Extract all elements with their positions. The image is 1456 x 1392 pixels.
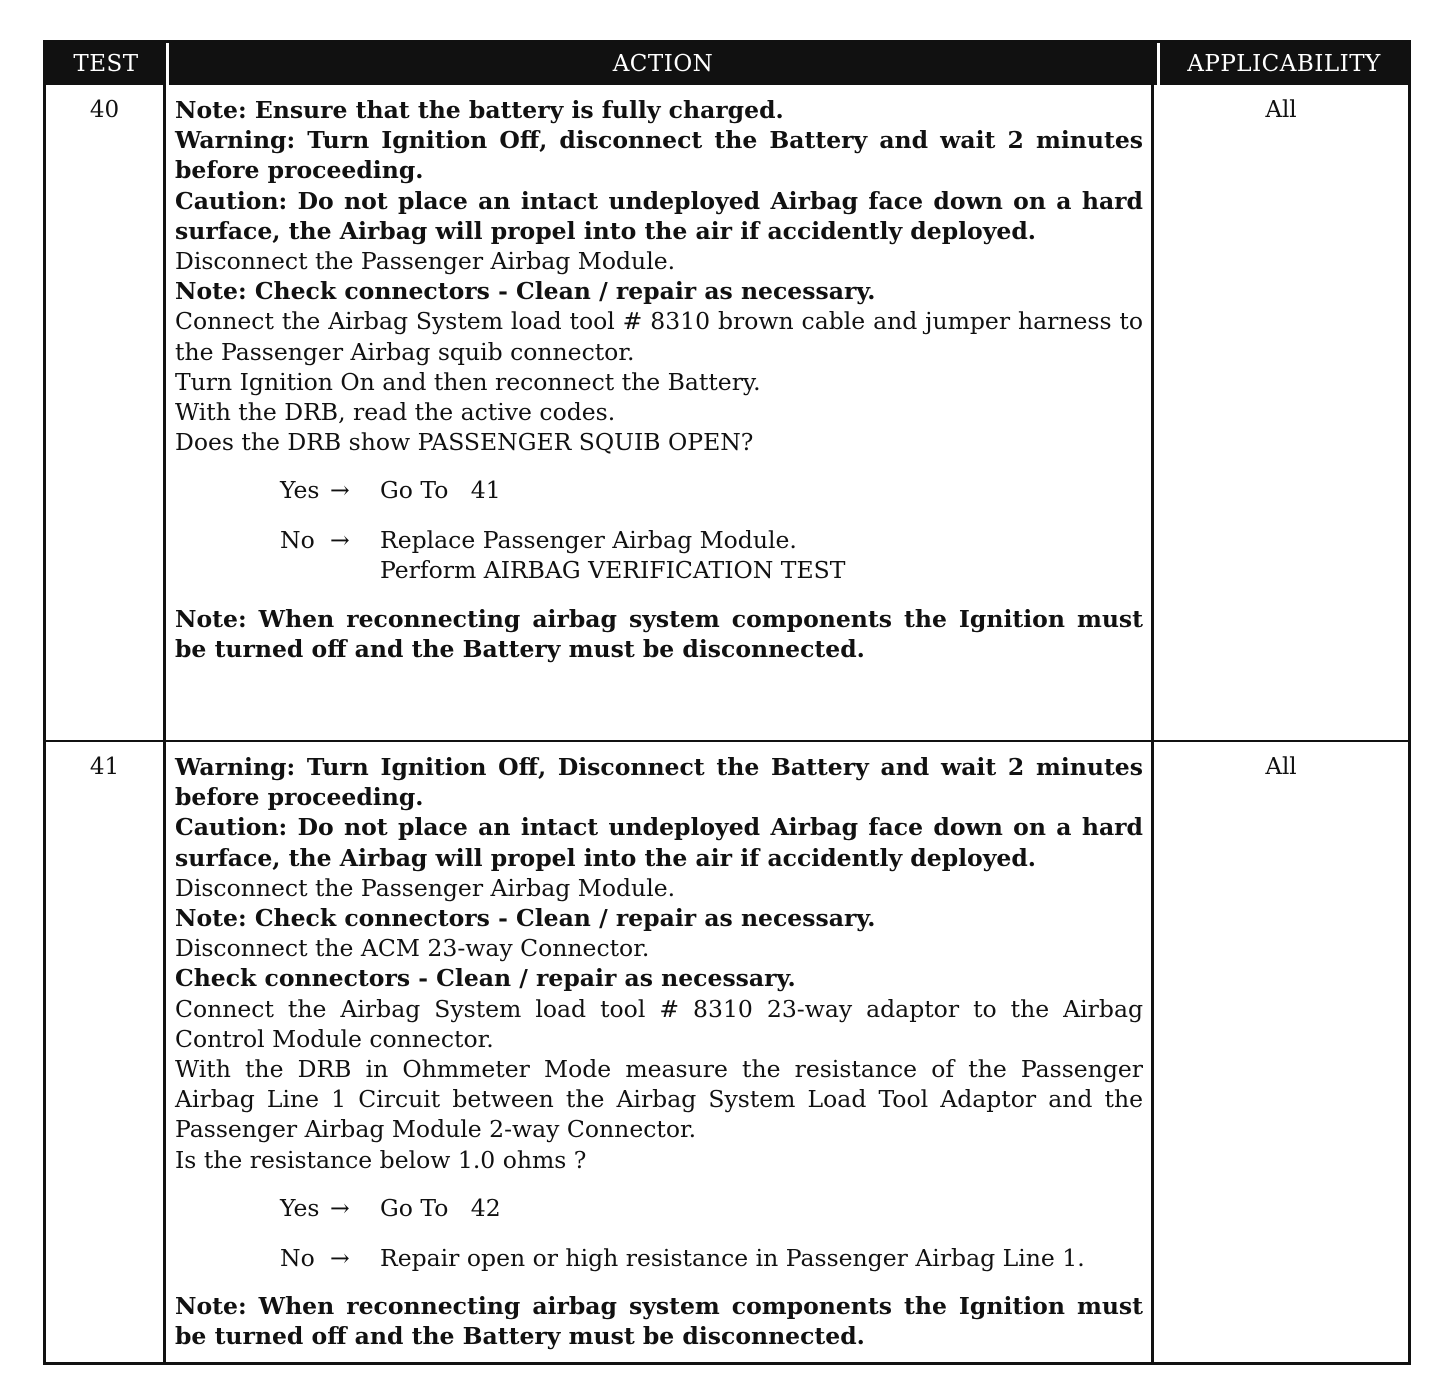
header-applicability: APPLICABILITY — [1157, 43, 1408, 85]
step-text: Disconnect the Passenger Airbag Module. — [175, 247, 676, 276]
no-choice — [280, 1243, 1143, 1273]
yes-result: Go To 41 — [380, 476, 501, 505]
step-text: With the DRB, read the active codes. — [175, 398, 616, 427]
action-cell — [166, 85, 1154, 740]
header-test: TEST — [73, 51, 139, 77]
note-text: Check connectors - Clean / repair as necessary. — [175, 964, 796, 993]
choices — [280, 1193, 1143, 1273]
question-text: Does the DRB show PASSENGER SQUIB OPEN? — [175, 428, 754, 457]
diagnostic-test-table — [43, 40, 1411, 1365]
warning-text: Warning: Turn Ignition Off, disconnect the Battery and wait 2 minutes before proceeding. — [175, 126, 1143, 185]
choices — [280, 475, 1143, 585]
caution-text: Caution: Do not place an intact undeployed Airbag face down on a hard surface, the Airbag will propel into the air if accidently deployed. — [175, 813, 1143, 872]
note-text: Note: Check connectors - Clean / repair as necessary. — [175, 277, 876, 306]
arrow-icon: → — [330, 526, 350, 555]
test-number: 40 — [46, 85, 166, 740]
no-result — [380, 525, 1143, 585]
arrow-icon: → — [330, 476, 350, 505]
action-cell — [166, 742, 1154, 1362]
no-label: No — [280, 1243, 315, 1272]
arrow-icon: → — [330, 1243, 350, 1272]
caution-text: Caution: Do not place an intact undeployed Airbag face down on a hard surface, the Airbag will propel into the air if accidently deployed. — [175, 186, 1143, 245]
arrow-icon: → — [330, 1193, 350, 1222]
step-text: Connect the Airbag System load tool # 8310 brown cable and jumper harness to the Passenger Airbag squib connector. — [175, 307, 1143, 366]
no-choice — [280, 525, 1143, 585]
yes-result: Go To 42 — [380, 1193, 501, 1222]
no-result: Repair open or high resistance in Passenger Airbag Line 1. — [380, 1243, 1085, 1272]
table-row — [46, 85, 1408, 740]
applicability-cell: All — [1265, 754, 1297, 780]
final-note: Note: When reconnecting airbag system components the Ignition must be turned off and the Battery must be disconnected. — [175, 1291, 1143, 1351]
table-header — [46, 43, 1408, 85]
header-action: ACTION — [166, 43, 1157, 85]
note-text: Note: Ensure that the battery is fully charged. — [175, 96, 784, 124]
yes-choice — [280, 1193, 1143, 1223]
no-result-line: Perform AIRBAG VERIFICATION TEST — [380, 556, 846, 585]
step-text: With the DRB in Ohmmeter Mode measure the resistance of the Passenger Airbag Line 1 Circuit between the Airbag System Load Tool Adaptor and the Passenger Airbag Module 2-way Connector. — [175, 1055, 1143, 1144]
test-number: 41 — [46, 742, 166, 1362]
yes-label: Yes — [280, 1193, 320, 1222]
applicability-cell: All — [1265, 97, 1297, 123]
step-text: Disconnect the ACM 23-way Connector. — [175, 934, 650, 963]
note-text: Note: Check connectors - Clean / repair as necessary. — [175, 904, 876, 933]
table-row — [46, 740, 1408, 1362]
final-note: Note: When reconnecting airbag system components the Ignition must be turned off and the Battery must be disconnected. — [175, 604, 1143, 663]
question-text: Is the resistance below 1.0 ohms ? — [175, 1145, 587, 1174]
step-text: Disconnect the Passenger Airbag Module. — [175, 873, 676, 902]
step-text: Turn Ignition On and then reconnect the Battery. — [175, 367, 761, 396]
yes-label: Yes — [280, 476, 320, 505]
step-text: Connect the Airbag System load tool # 8310 23-way adaptor to the Airbag Control Module connector. — [175, 994, 1143, 1053]
yes-choice — [280, 475, 1143, 505]
no-label: No — [280, 526, 315, 555]
no-result-line: Replace Passenger Airbag Module. — [380, 526, 797, 555]
warning-text: Warning: Turn Ignition Off, Disconnect the Battery and wait 2 minutes before proceeding. — [175, 753, 1143, 812]
